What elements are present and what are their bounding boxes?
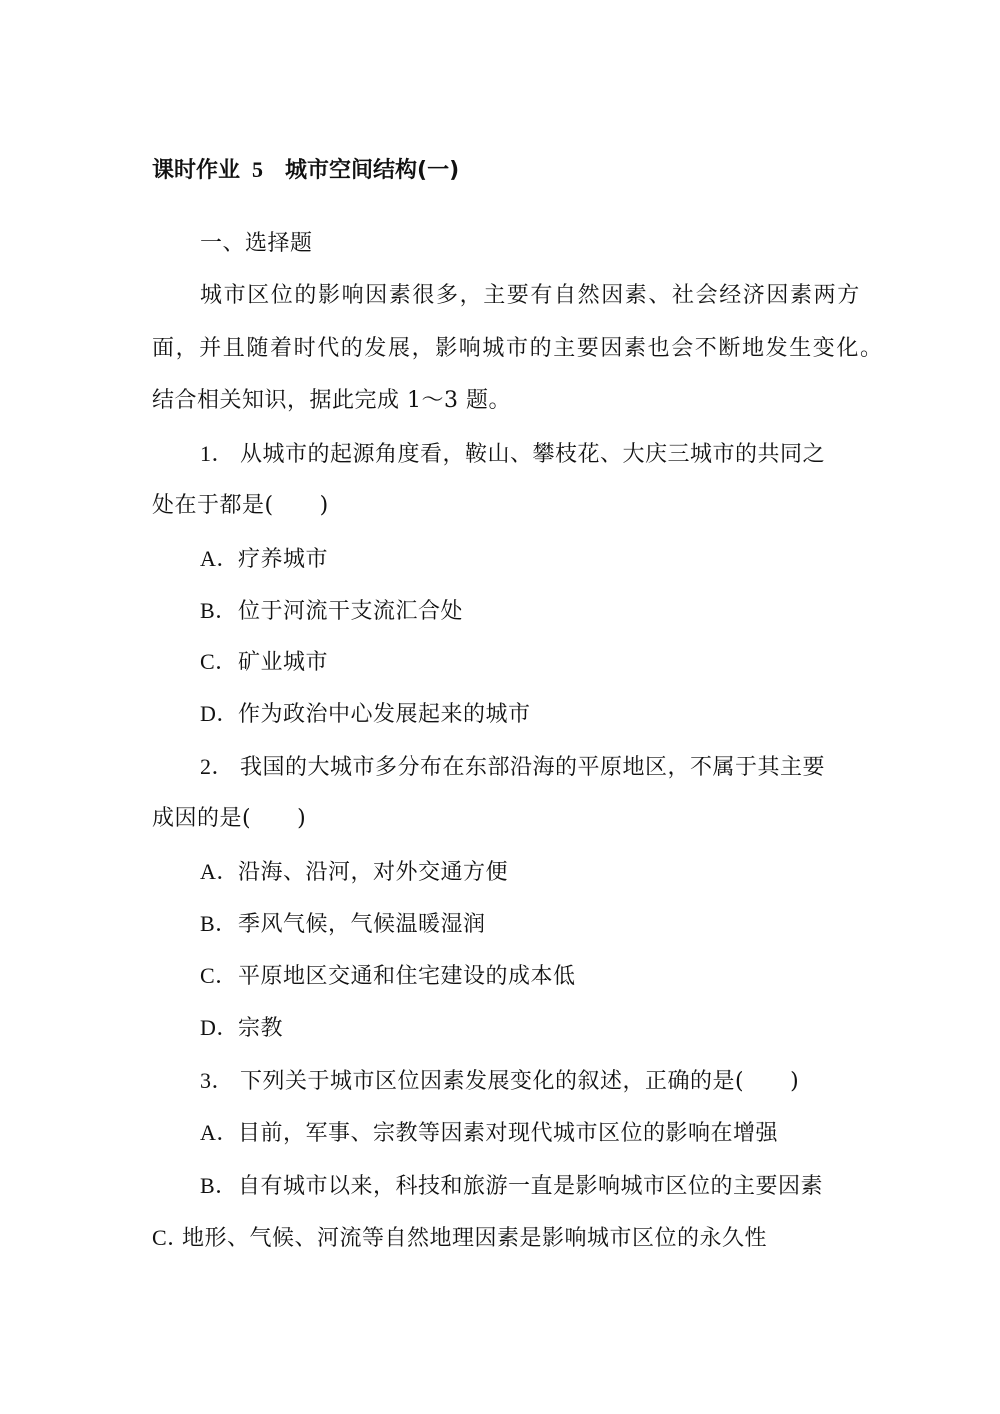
question-3-option-a xyxy=(200,1118,778,1149)
option-text: 地形、气候、河流等自然地理因素是影响城市区位的永久性 xyxy=(182,1226,768,1251)
option-text: 疗养城市 xyxy=(238,547,329,572)
option-label: B． xyxy=(200,598,238,623)
option-text: 平原地区交通和住宅建设的成本低 xyxy=(238,964,576,989)
question-3-option-c xyxy=(152,1223,767,1254)
option-text: 沿海、沿河，对外交通方便 xyxy=(238,860,509,885)
question-text: 处在于都是( xyxy=(152,493,274,518)
answer-blank-close: ) xyxy=(297,806,307,831)
question-3-stem xyxy=(200,1066,799,1097)
question-number: 2． xyxy=(200,754,235,779)
intro-line-3: 结合相关知识，据此完成 1～3 题。 xyxy=(152,388,511,413)
option-text: 位于河流干支流汇合处 xyxy=(238,599,464,624)
option-text: 作为政治中心发展起来的城市 xyxy=(238,702,531,727)
question-3-option-b xyxy=(200,1171,823,1202)
option-label: A． xyxy=(200,859,239,884)
question-2-option-a xyxy=(200,857,508,888)
question-text: 我国的大城市多分布在东部沿海的平原地区，不属于其主要 xyxy=(240,755,826,780)
intro-line-1: 城市区位的影响因素很多，主要有自然因素、社会经济因素两方 xyxy=(200,283,861,308)
option-label: C． xyxy=(200,963,238,988)
option-text: 季风气候，气候温暖湿润 xyxy=(238,912,486,937)
option-text: 矿业城市 xyxy=(238,650,329,675)
question-1-option-d xyxy=(200,699,531,730)
question-text: 成因的是( xyxy=(152,806,252,831)
option-label: C． xyxy=(152,1225,190,1250)
question-1-option-c xyxy=(200,647,328,678)
option-label: D． xyxy=(200,1015,239,1040)
option-label: A． xyxy=(200,1120,239,1145)
question-2-option-b xyxy=(200,909,486,940)
question-number: 1． xyxy=(200,441,235,466)
answer-blank-close: ) xyxy=(319,493,329,518)
section-heading: 一、选择题 xyxy=(200,231,313,256)
option-text: 自有城市以来，科技和旅游一直是影响城市区位的主要因素 xyxy=(238,1174,824,1199)
title-main: 城市空间结构(一) xyxy=(285,158,460,183)
option-label: B． xyxy=(200,1173,238,1198)
intro-line-2: 面，并且随着时代的发展，影响城市的主要因素也会不断地发生变化。 xyxy=(152,336,884,361)
question-1-option-a xyxy=(200,544,328,575)
question-1-option-b xyxy=(200,596,463,627)
question-2-option-c xyxy=(200,961,576,992)
question-number: 3． xyxy=(200,1068,235,1093)
page-title xyxy=(152,155,459,186)
option-label: C． xyxy=(200,649,238,674)
answer-blank-close: ) xyxy=(790,1069,800,1094)
title-number: 5 xyxy=(252,157,264,182)
question-1-stem xyxy=(200,439,825,470)
option-label: B． xyxy=(200,911,238,936)
question-2-stem xyxy=(200,752,825,783)
option-text: 宗教 xyxy=(238,1016,284,1041)
option-text: 目前，军事、宗教等因素对现代城市区位的影响在增强 xyxy=(238,1121,779,1146)
title-prefix: 课时作业 xyxy=(152,158,241,183)
question-text: 从城市的起源角度看，鞍山、攀枝花、大庆三城市的共同之 xyxy=(240,442,826,467)
question-2-stem-cont xyxy=(152,804,306,834)
question-1-stem-cont xyxy=(152,491,329,521)
option-label: A． xyxy=(200,546,239,571)
question-text: 下列关于城市区位因素发展变化的叙述，正确的是( xyxy=(240,1069,745,1094)
option-label: D． xyxy=(200,701,239,726)
question-2-option-d xyxy=(200,1013,283,1044)
